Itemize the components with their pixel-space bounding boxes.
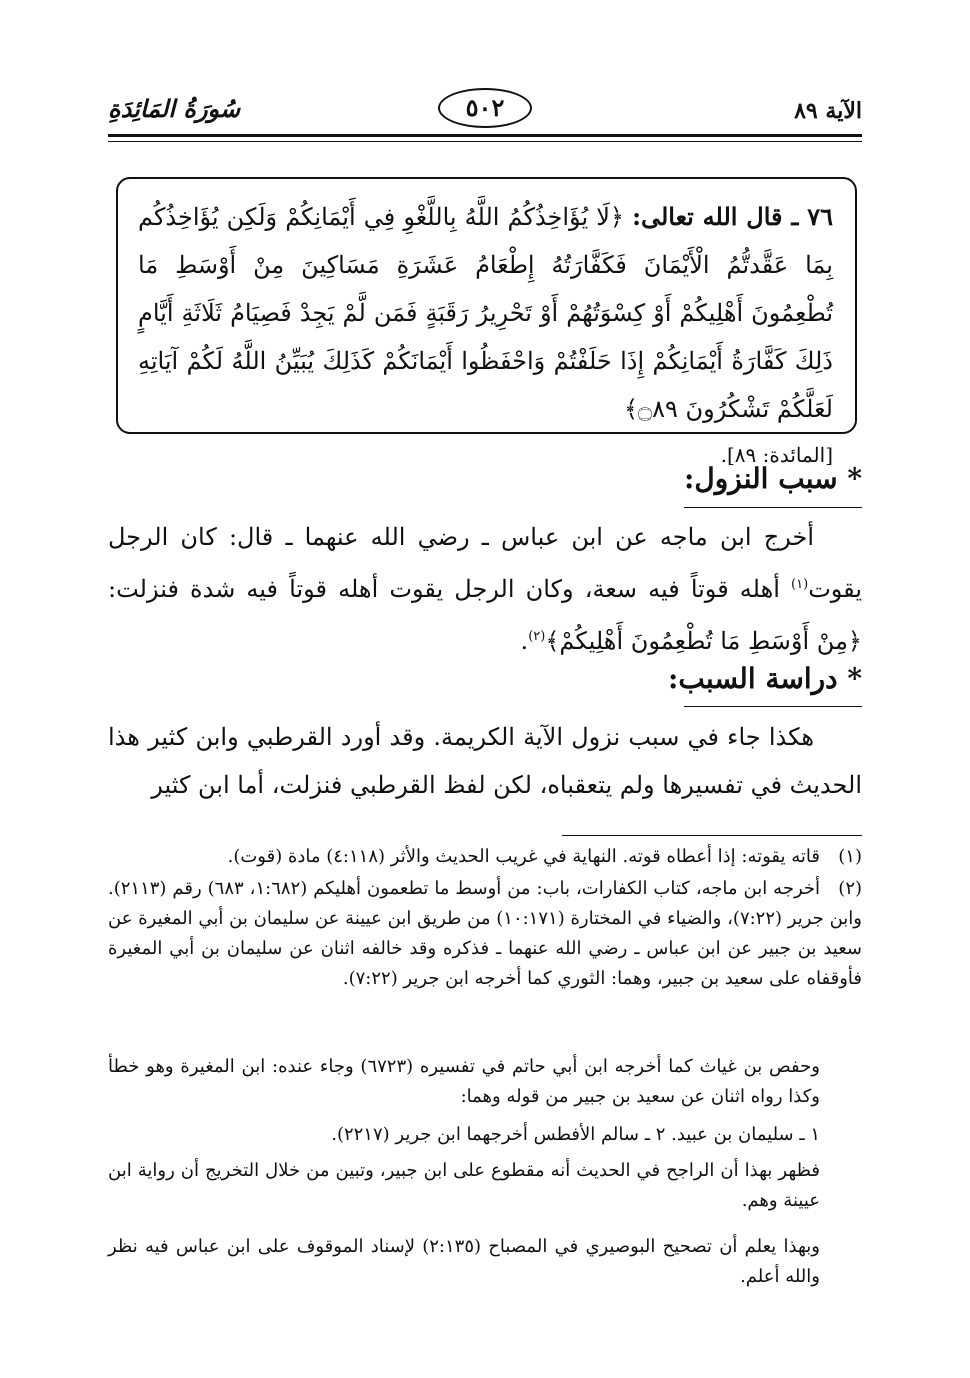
header-rule-thin <box>108 141 862 142</box>
study-paragraph: هكذا جاء في سبب نزول الآية الكريمة. وقد أورد القرطبي وابن كثير هذا الحديث في تفسيرها ولم يتعقباه، لكن لفظ القرطبي فنزلت، أما ابن كثير <box>108 723 862 799</box>
footnote-2-cont-2: ١ ـ سليمان بن عبيد. ٢ ـ سالم الأفطس أخرجهما ابن جرير (٢٢١٧). <box>331 1124 820 1145</box>
cause-text-2: أهله قوتاً فيه سعة، وكان الرجل يقوت أهله قوتاً فيه شدة فنزلت: ﴿مِنْ أَوْسَطِ مَا تُطْعِمُونَ أَهْلِيكُمْ﴾ <box>108 575 862 655</box>
cause-text-1: أخرج ابن ماجه عن ابن عباس ـ رضي الله عنهما ـ قال: كان الرجل يقوت <box>108 523 862 603</box>
cause-paragraph <box>108 513 862 665</box>
footnote-text: أخرجه ابن ماجه، كتاب الكفارات، باب: من أوسط ما تطعمون أهليكم (١:٦٨٢، ٦٨٣) رقم (٢١١٣). وابن جرير (٧:٢٢)، والضياء في المختارة (١٠:١٧١) من طريق ابن عيينة عن سليمان بن أبي المغيرة عن سعيد بن جبير عن ابن عباس ـ رضي الله عنهما ـ فذكره وقد خالفه اثنان عن سليمان بن أبي المغيرة فأوقفاه على سعيد بن جبير، وهما: الثوري كما أخرجه ابن جرير (٧:٢٢). <box>108 878 862 989</box>
footnote-text: قاته يقوته: إذا أعطاه قوته. النهاية في غريب الحديث والأثر (٤:١١٨) مادة (قوت). <box>227 846 820 867</box>
footnote-2-cont-4: وبهذا يعلم أن تصحيح البوصيري في المصباح (٢:١٣٥) لإسناد الموقوف على ابن عباس فيه نظر والله أعلم. <box>108 1236 820 1287</box>
footnote-ref-1[interactable]: (١) <box>791 577 809 592</box>
verse-reference: الآية ٨٩ <box>794 98 862 124</box>
footnote-number: (١) <box>838 846 862 867</box>
cause-text-3: . <box>520 627 529 655</box>
verse-quran: ﴿لَا يُؤَاخِذُكُمُ اللَّهُ بِاللَّغْوِ فِي أَيْمَانِكُمْ وَلَكِن يُؤَاخِذُكُم بِمَا عَقَّدتُّمُ الْأَيْمَانَ فَكَفَّارَتُهُ إِطْعَامُ عَشَرَةِ مَسَاكِينَ مِنْ أَوْسَطِ مَا تُطْعِمُونَ أَهْلِيكُمْ أَوْ كِسْوَتُهُمْ أَوْ تَحْرِيرُ رَقَبَةٍ فَمَن لَّمْ يَجِدْ فَصِيَامُ ثَلَاثَةِ أَيَّامٍ ذَلِكَ كَفَّارَةُ أَيْمَانِكُمْ إِذَا حَلَفْتُمْ وَاحْفَظُوا أَيْمَانَكُمْ كَذَلِكَ يُبَيِّنُ اللَّهُ لَكُمْ آيَاتِهِ لَعَلَّكُمْ تَشْكُرُونَ ۝٨٩﴾ <box>138 203 833 423</box>
verse-box <box>116 177 857 467</box>
footnote-2 <box>108 874 862 994</box>
section-heading-study: * دراسة السبب: <box>668 662 862 695</box>
footnote-number: (٢) <box>838 878 863 899</box>
heading-underline <box>684 706 862 707</box>
verse-lead: ٧٦ ـ قال الله تعالى: <box>632 202 834 231</box>
section-heading-cause: * سبب النزول: <box>684 462 862 495</box>
footnote-rule <box>562 835 862 836</box>
footnote-ref-2[interactable]: (٢) <box>528 629 546 644</box>
page-number: ٥٠٢ <box>438 88 532 128</box>
surah-name: سُورَةُ المَائِدَةِ <box>108 94 241 123</box>
heading-underline <box>684 507 862 508</box>
footnote-2-cont-1: وحفص بن غياث كما أخرجه ابن أبي حاتم في تفسيره (٦٧٢٣) وجاء عنده: ابن المغيرة وهو خطأ وكذا رواه اثنان عن سعيد بن جبير من قوله وهما: <box>108 1056 820 1107</box>
verse-citation: [المائدة: ٨٩]. <box>720 443 833 467</box>
verse-text <box>138 193 833 433</box>
header-rule-thick <box>108 134 862 137</box>
footnote-1 <box>108 842 862 872</box>
footnote-2-cont-3: فظهر بهذا أن الراجح في الحديث أنه مقطوع على ابن جبير، وتبين من خلال التخريج أن رواية ابن عيينة وهم. <box>108 1160 820 1211</box>
page-header <box>108 88 862 130</box>
